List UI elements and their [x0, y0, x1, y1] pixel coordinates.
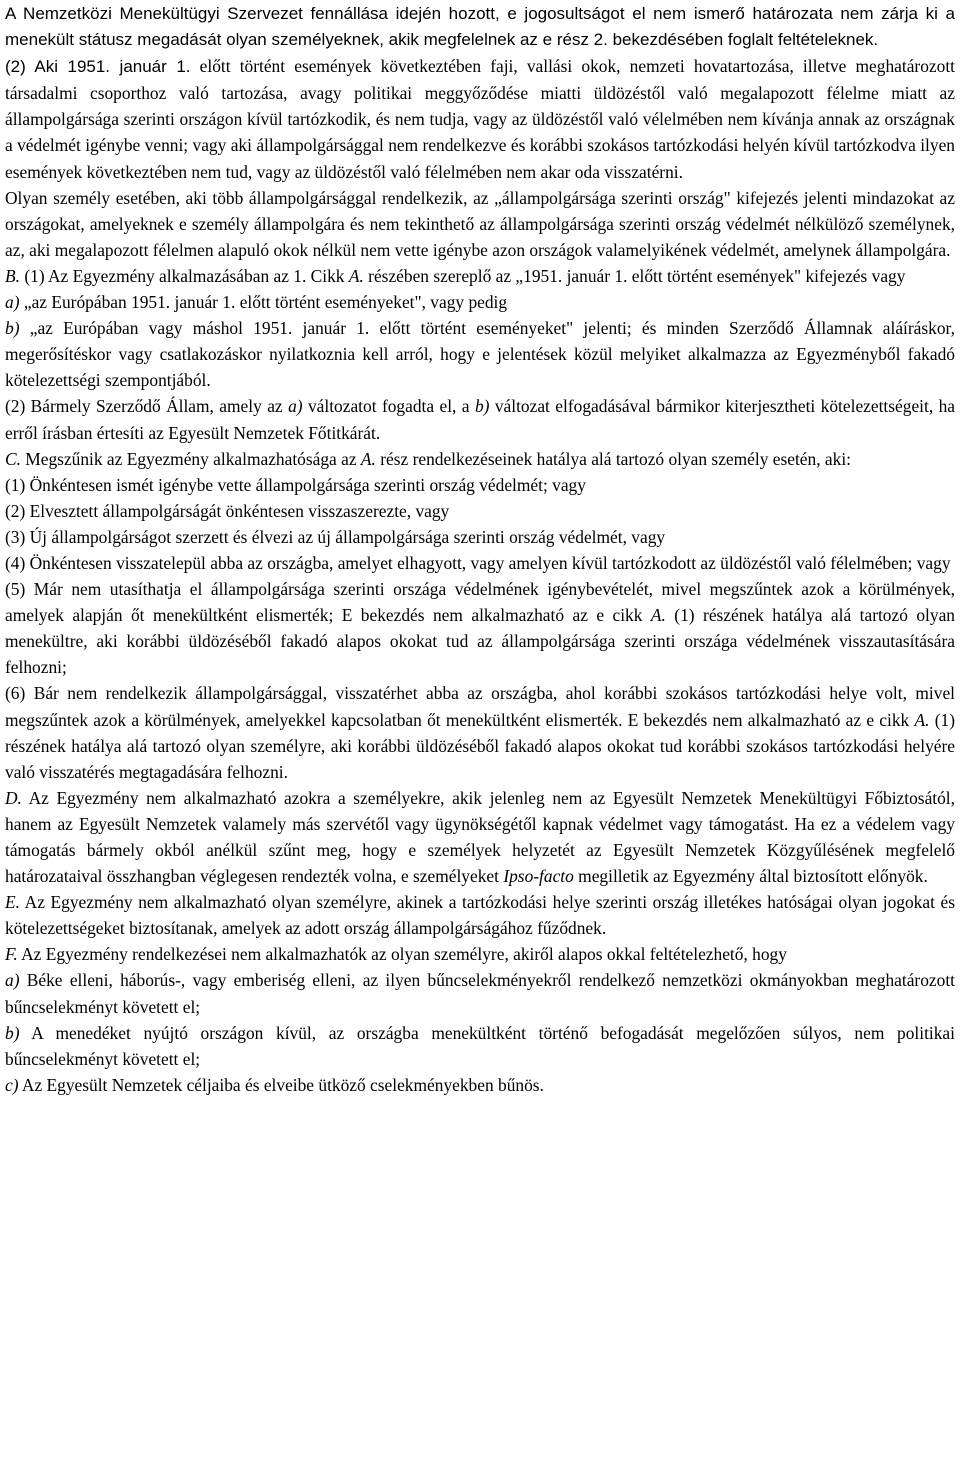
b1b-text: „az Európában vagy máshol 1951. január 1. előtt történt eseményeket" jelenti; és minden Szerződő Államnak aláíráskor, megerősítéskor vagy csatlakozáskor nyilatkoznia kell arról, hogy e jelentések közül melyiket alkalmazza az Egyezményből fakadó kötelezettségi szempontjából.: [5, 318, 955, 391]
paragraph-b1b: [5, 315, 955, 393]
f-b-text: A menedéket nyújtó országon kívül, az országba menekültként történő befogadását megelőzően súlyos, nem politikai bűncselekményt követett el;: [5, 1022, 955, 1069]
paragraph-b2: [5, 393, 955, 445]
b2-m1: a): [288, 396, 303, 417]
c-item-1: (1) Önkéntesen ismét igénybe vette állampolgársága szerinti ország védelmét; vagy: [5, 474, 586, 495]
paragraph-e: [5, 889, 955, 941]
c-item-2: (2) Elvesztett állampolgárságát önkéntesen visszaszerezte, vagy: [5, 500, 450, 521]
paragraph-d: [5, 785, 955, 889]
b2-t1: (2) Bármely Szerződő Állam, amely az: [5, 396, 289, 417]
b1-letter-a: A.: [348, 265, 364, 286]
c-item-6: [5, 680, 955, 784]
paragraph-multi-citizenship: Olyan személy esetében, aki több állampolgársággal rendelkezik, az „állampolgársága szerinti ország" kifejezés jelenti mindazokat az országokat, amelyeknek e személy állampolgára és nem tekinthető az állampolgársága szerinti ország védelmét nélkülöző személynek, az, aki megalapozott félelmen alapuló okok nélkül nem vette igénybe azon országok valamelyikének védelmét, amelynek állampolgára.: [5, 187, 955, 260]
c-item-6-letter: A.: [914, 709, 930, 730]
b1b-mark: b): [5, 318, 20, 339]
f-a-text: Béke elleni, háborús-, vagy emberiség elleni, az ilyen bűncselekményekről rendelkező nemzetközi okmányokban meghatározott bűncselekményt követett el;: [5, 970, 955, 1017]
d-ipso-facto: Ipso-facto: [503, 866, 574, 887]
f-a-mark: a): [5, 970, 20, 991]
b2-t3: változat elfogadásával bármikor kiterjesztheti kötelezettségeit, ha erről írásban értesíti az Egyesült Nemzetek Főtitkárát.: [5, 396, 955, 443]
intro-paragraph: A Nemzetközi Menekültügyi Szervezet fennállása idején hozott, e jogosultságot el nem ismerő határozata nem zárja ki a menekült státusz megadását olyan személyeknek, akik megfelelnek az e rész 2. bekezdésében foglalt feltételeknek.: [5, 4, 955, 50]
e-t1: Az Egyezmény nem alkalmazható olyan személyre, akinek a tartózkodási helye szerinti ország illetékes hatóságai olyan jogokat és kötelezettségeket biztosítanak, amelyek az adott ország állampolgárságához fűződnek.: [5, 892, 955, 939]
b2-t2: változatot fogadta el, a: [302, 396, 475, 417]
f-b-mark: b): [5, 1022, 20, 1043]
d-t1: Az Egyezmény nem alkalmazható azokra a személyekre, akik jelenleg nem az Egyesült Nemzetek Menekültügyi Főbiztosától, hanem az Egyesült Nemzetek valamely más szervétől vagy ügynökségétől kapnak védelmet vagy támogatást. Ha ez a védelem vagy támogatás bármely okból anélkül szűnt meg, hogy e személyek helyzetét az Egyesült Nemzetek Közgyűlésének megfelelő határozataival összhangban véglegesen rendezték volna, e személyeket: [5, 787, 955, 887]
paragraph-b1a: [5, 289, 955, 315]
b1-text: (1) Az Egyezmény alkalmazásában az 1. Cikk: [19, 265, 349, 286]
b1-text2: részében szereplő az „1951. január 1. előtt történt események" kifejezés vagy: [363, 265, 906, 286]
c-item-5-letter: A.: [650, 605, 666, 626]
c-t2: rész rendelkezéseinek hatálya alá tartozó olyan személy esetén, aki:: [375, 448, 851, 469]
c-letter-a: A.: [360, 448, 376, 469]
paragraph-a2: [5, 53, 955, 184]
b1a-mark: a): [5, 292, 20, 313]
paragraph-f: [5, 941, 955, 967]
b2-m2: b): [474, 396, 490, 417]
d-letter: D.: [5, 787, 22, 808]
paragraph-c: [5, 446, 955, 472]
paragraph-f-a: [5, 967, 955, 1019]
f-t1: Az Egyezmény rendelkezései nem alkalmazhatók az olyan személyre, akiről alapos okkal feltételezhető, hogy: [17, 944, 787, 965]
c-item-6-a: (6) Bár nem rendelkezik állampolgársággal, visszatérhet abba az országba, ahol korábbi szokásos tartózkodási helye volt, mivel megszűntek azok a körülmények, amelyekkel kapcsolatban őt menekültként elismerték. E bekezdés nem alkalmazható az e cikk: [5, 683, 955, 730]
a2-lead: (2) Aki 1951. január 1.: [5, 57, 191, 77]
c-item-3: (3) Új állampolgárságot szerzett és élvezi az új állampolgársága szerinti ország védelmét, vagy: [5, 526, 666, 547]
c-item-5-b: (1) részének hatálya alá tartozó olyan menekültre, aki korábbi üldözéséből fakadó alapos okokat tud az állampolgársága szerinti országa védelmének visszautasítására felhozni;: [5, 605, 955, 678]
c-t1: Megszűnik az Egyezmény alkalmazhatósága az: [20, 448, 361, 469]
b1a-text: „az Európában 1951. január 1. előtt történt eseményeket", vagy pedig: [19, 292, 508, 313]
paragraph-f-c: [5, 1072, 955, 1098]
f-c-text: Az Egyesült Nemzetek céljaiba és elveibe ütköző cselekményekben bűnös.: [18, 1074, 544, 1095]
c-letter: C.: [5, 448, 21, 469]
f-c-mark: c): [5, 1074, 19, 1095]
b-letter: B.: [5, 265, 20, 286]
e-letter: E.: [5, 892, 20, 913]
f-letter: F.: [5, 944, 18, 965]
paragraph-f-b: [5, 1020, 955, 1072]
c-item-4: (4) Önkéntesen visszatelepül abba az országba, amelyet elhagyott, vagy amelyen kívül tartózkodott az üldözéstől való félelmében; vagy: [5, 552, 951, 573]
d-t2: megilletik az Egyezmény által biztosított előnyök.: [573, 866, 928, 887]
paragraph-b1: [5, 263, 955, 289]
c-item-5: [5, 576, 955, 680]
c-item-6-b: (1) részének hatálya alá tartozó olyan személyre, aki korábbi üldözéséből fakadó alapos okokat tud korábbi szokásos tartózkodási helyére való visszatérés megtagadására felhozni.: [5, 709, 955, 782]
a2-text: előtt történt események következtében faji, vallási okok, nemzeti hovatartozása, illetve meghatározott társadalmi csoporthoz való tartozása, avagy politikai meggyőződése miatti üldözéstől való megalapozott félelme miatt az állampolgársága szerinti országon kívül tartózkodik, és nem tudja, vagy az üldözéstől való vélelmében nem kívánja annak az országnak a védelmét igénybe venni; vagy aki állampolgársággal nem rendelkezve és korábbi szokásos tartózkodási helyén kívül tartózkodva ilyen események következtében nem tud, vagy az üldözéstől való félelmében nem akar oda visszatérni.: [5, 56, 955, 182]
c-item-5-a: (5) Már nem utasíthatja el állampolgársága szerinti országa védelmének igénybevételét, mivel megszűntek azok a körülmények, amelyek alapján őt menekültként elismerték; E bekezdés nem alkalmazható az e cikk: [5, 579, 955, 626]
